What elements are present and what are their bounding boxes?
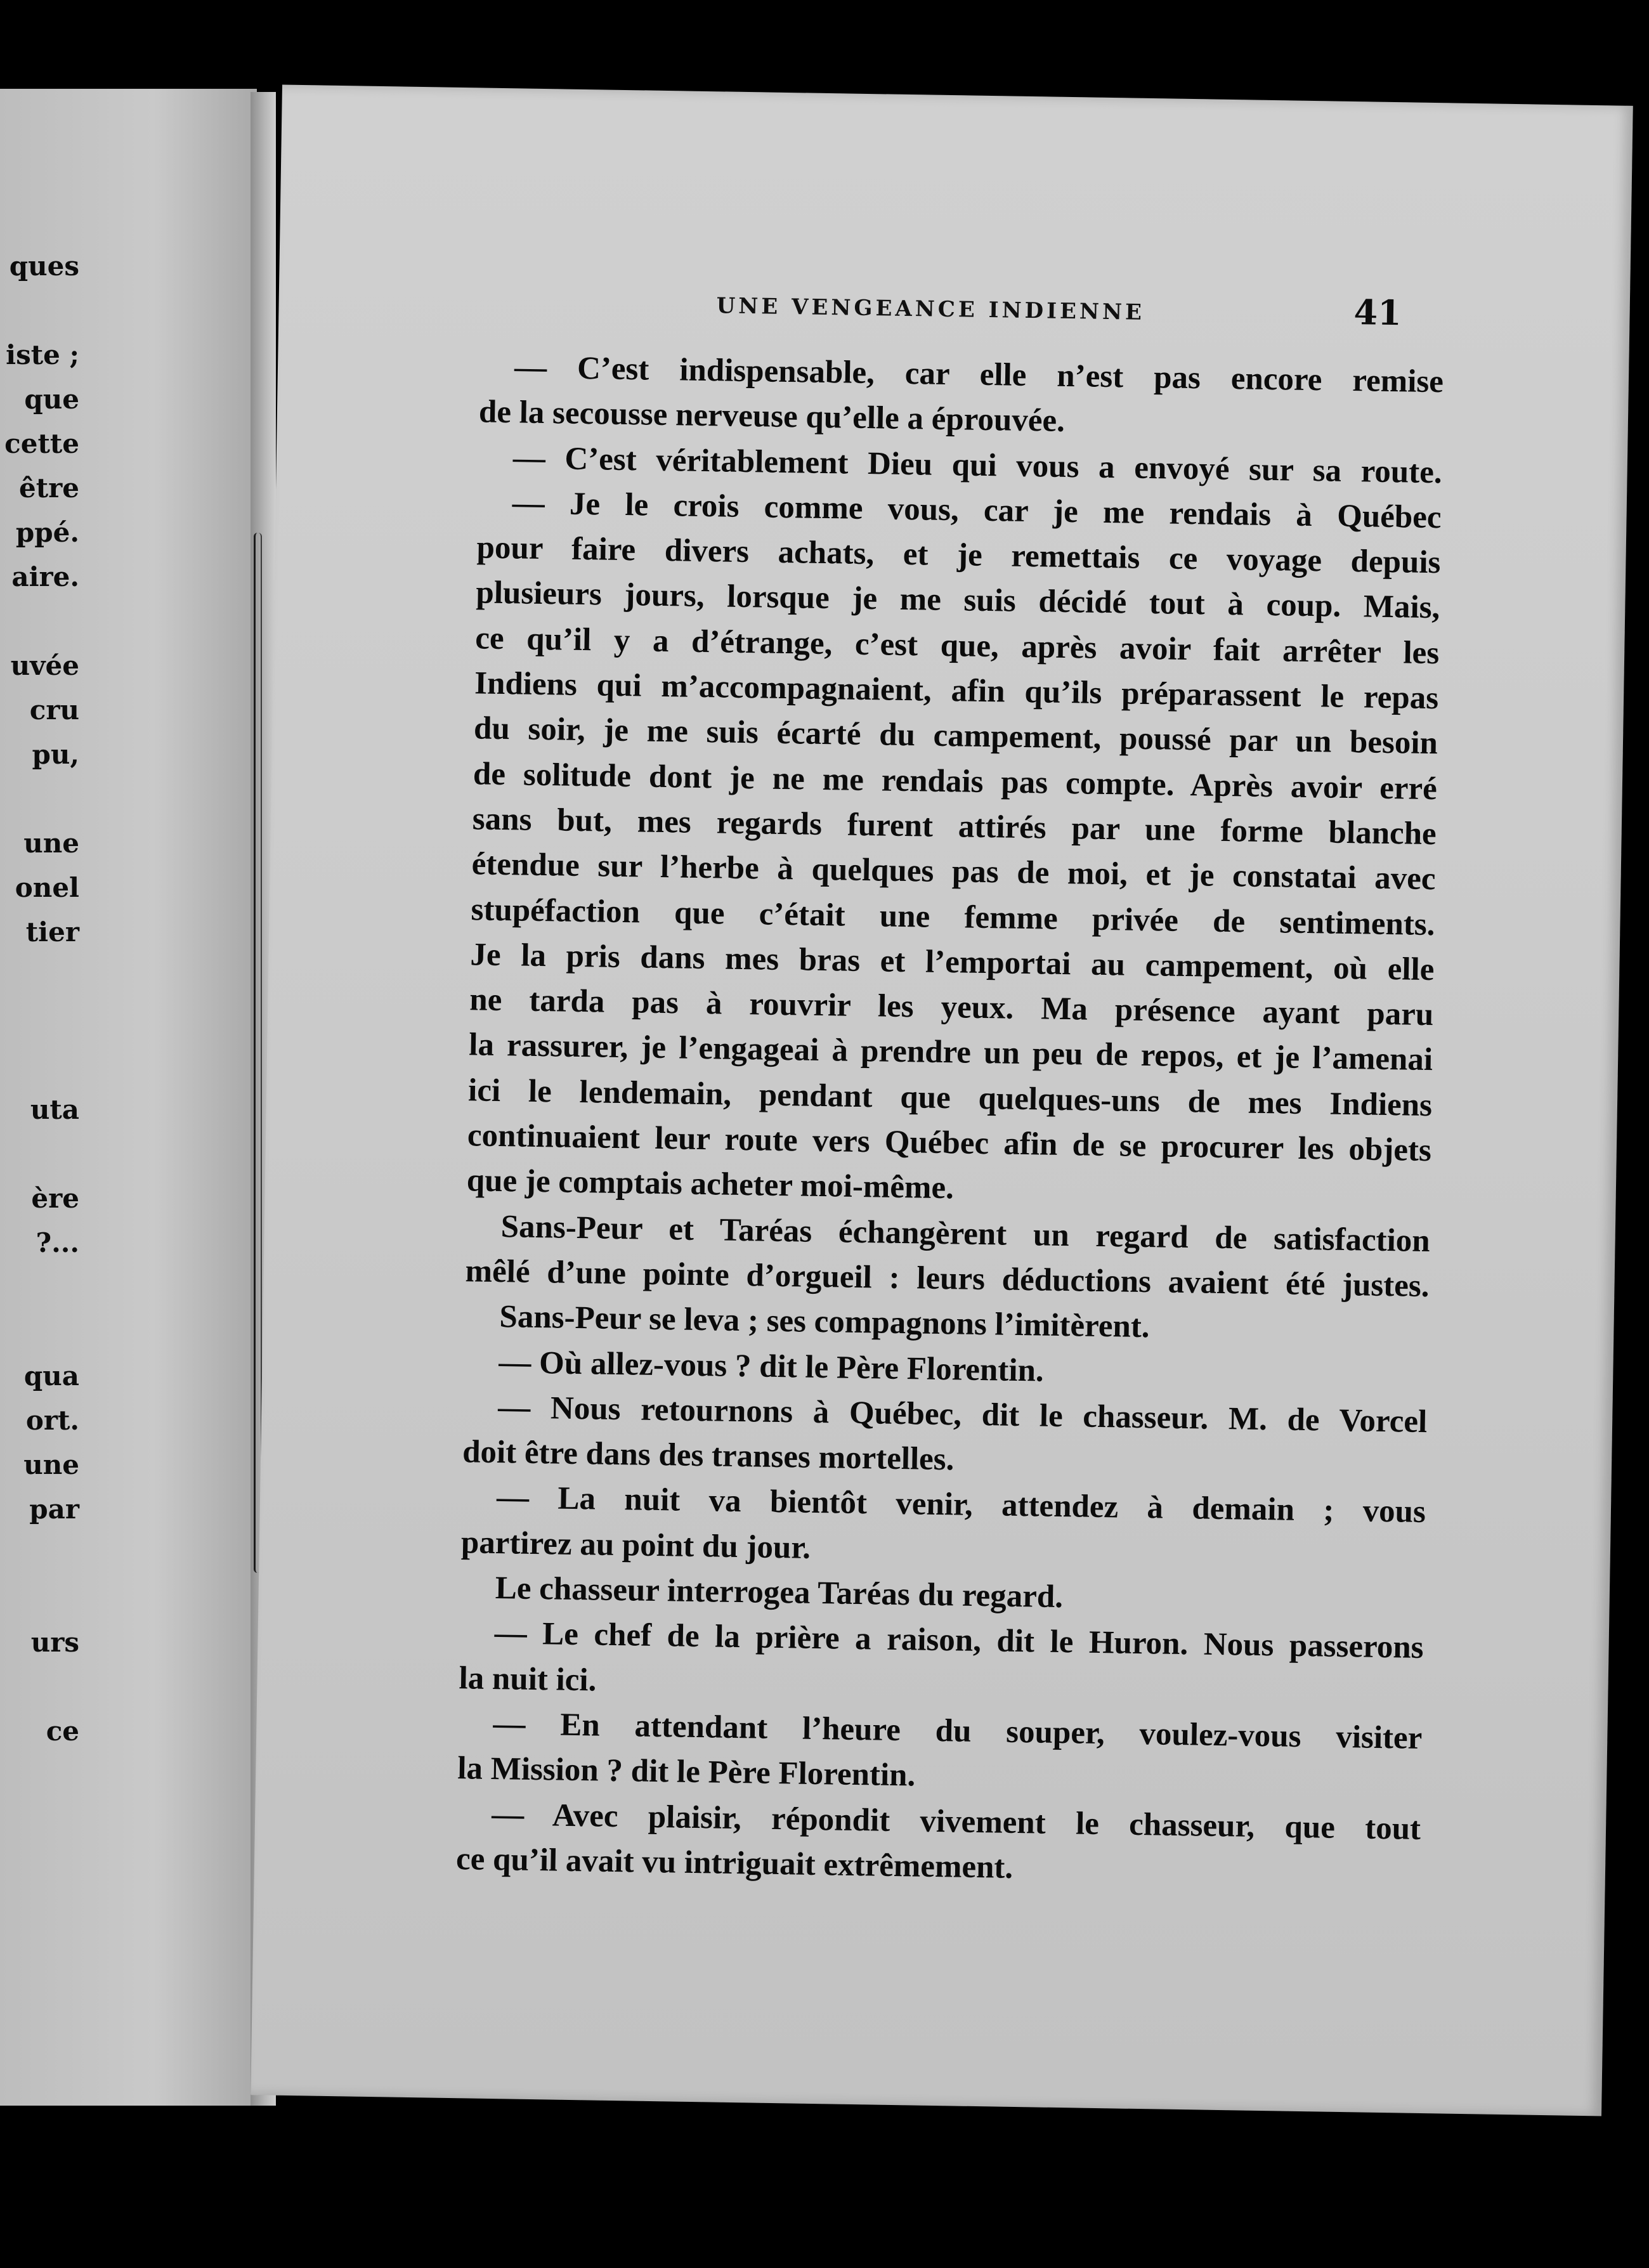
left-page-fragment: ques — [9, 251, 79, 282]
text-line: — La nuit va bientôt venir, attendez à demain ; vous — [496, 1480, 1426, 1530]
text-line: — C’est indispensable, car elle n’est pas encore remise — [514, 349, 1444, 400]
text-line: — Où allez-vous ? dit le Père Florentin. — [498, 1344, 1045, 1389]
left-page-fragment: ère — [31, 1183, 79, 1214]
text-line: stupéfaction que c’était une femme privée de sentiments. — [471, 891, 1435, 942]
text-line: plusieurs jours, lorsque je me suis décidé tout à coup. Mais, — [476, 575, 1440, 626]
text-line: pour faire divers achats, et je remettais ce voyage depuis — [476, 530, 1441, 581]
left-page-fragment: par — [29, 1494, 79, 1525]
text-line: — Nous retournons à Québec, dit le chasseur. M. de Vorcel — [497, 1389, 1428, 1440]
left-page-fragment: cette — [4, 428, 79, 459]
page-number: 41 — [1353, 292, 1402, 334]
text-line: ne tarda pas à rouvrir les yeux. Ma présence ayant paru — [469, 982, 1434, 1033]
text-line: ici le lendemain, pendant que quelques-uns de mes Indiens — [467, 1072, 1433, 1123]
text-line: Je la pris dans mes bras et l’emportai au campement, où elle — [470, 937, 1435, 988]
text-line: la Mission ? dit le Père Florentin. — [457, 1750, 916, 1794]
left-page-fragment: onel — [15, 872, 79, 903]
text-line: Le chasseur interrogea Taréas du regard. — [495, 1570, 1064, 1615]
body-text — [456, 344, 1444, 1897]
text-line: — Le chef de la prière a raison, dit le Huron. Nous passerons — [494, 1615, 1424, 1666]
left-page-fragment: tier — [25, 916, 79, 948]
text-line: de la secousse nerveuse qu’elle a éprouvée. — [478, 394, 1066, 440]
left-page-fragment: cru — [29, 694, 79, 726]
left-page-fragment: être — [19, 472, 79, 504]
text-line: ce qu’il y a d’étrange, c’est que, après avoir fait arrêter les — [474, 620, 1440, 672]
left-page-fragment: iste ; — [6, 339, 79, 370]
text-line: partirez au point du jour. — [460, 1524, 811, 1566]
left-page-fragment: uvée — [10, 650, 79, 681]
text-line: — En attendant l’heure du souper, voulez-vous visiter — [493, 1705, 1423, 1756]
left-page-fragment: uta — [30, 1094, 79, 1125]
text-line: — Avec plaisir, répondit vivement le chasseur, que tout — [491, 1796, 1421, 1847]
text-line: sans but, mes regards furent attirés par une forme blanche — [472, 801, 1437, 852]
left-page-fragment: pu, — [32, 739, 79, 770]
text-line: du soir, je me suis écarté du campement, poussé par un besoin — [473, 710, 1438, 762]
text-line: — Je le crois comme vous, car je me rendais à Québec — [512, 485, 1442, 536]
left-page-fragment: ?... — [36, 1227, 79, 1258]
left-page-fragment: une — [23, 1449, 79, 1480]
text-line: de solitude dont je ne me rendais pas compte. Après avoir erré — [473, 756, 1438, 807]
left-page-fragment: que — [24, 384, 79, 415]
text-line: doit être dans des transes mortelles. — [462, 1434, 955, 1478]
text-line: Indiens qui m’accompagnaient, afin qu’ils préparassent le repas — [474, 665, 1439, 717]
left-page-fragment: ort. — [25, 1405, 79, 1436]
left-page-fragment: aire. — [11, 561, 79, 592]
running-head: UNE VENGEANCE INDIENNE — [716, 293, 1145, 325]
text-line: Sans-Peur se leva ; ses compagnons l’imitèrent. — [499, 1299, 1150, 1345]
text-line: la rassurer, je l’engageai à prendre un peu de repos, et je l’amenai — [468, 1027, 1433, 1078]
text-line: Sans-Peur et Taréas échangèrent un regard de satisfaction — [500, 1208, 1431, 1259]
left-page-fragment: ce — [46, 1716, 79, 1747]
right-page — [251, 84, 1633, 2116]
text-line: que je comptais acheter moi-même. — [466, 1163, 955, 1206]
left-page-fragment: qua — [23, 1360, 79, 1391]
text-line: mêlé d’une pointe d’orgueil : leurs déductions avaient été justes. — [465, 1253, 1430, 1305]
text-line: — C’est véritablement Dieu qui vous a envoyé sur sa route. — [512, 440, 1443, 490]
text-line: continuaient leur route vers Québec afin de se procurer les objets — [467, 1118, 1432, 1169]
text-line: étendue sur l’herbe à quelques pas de moi, et je constatai avec — [471, 846, 1437, 897]
left-page-fragment: une — [23, 828, 79, 859]
left-page-text-fragments — [0, 89, 79, 2106]
left-page — [0, 89, 257, 2106]
text-line: la nuit ici. — [459, 1660, 597, 1698]
left-page-fragment: ppé. — [15, 517, 79, 548]
left-page-fragment: urs — [30, 1627, 79, 1658]
text-line: ce qu’il avait vu intriguait extrêmement. — [455, 1841, 1014, 1886]
